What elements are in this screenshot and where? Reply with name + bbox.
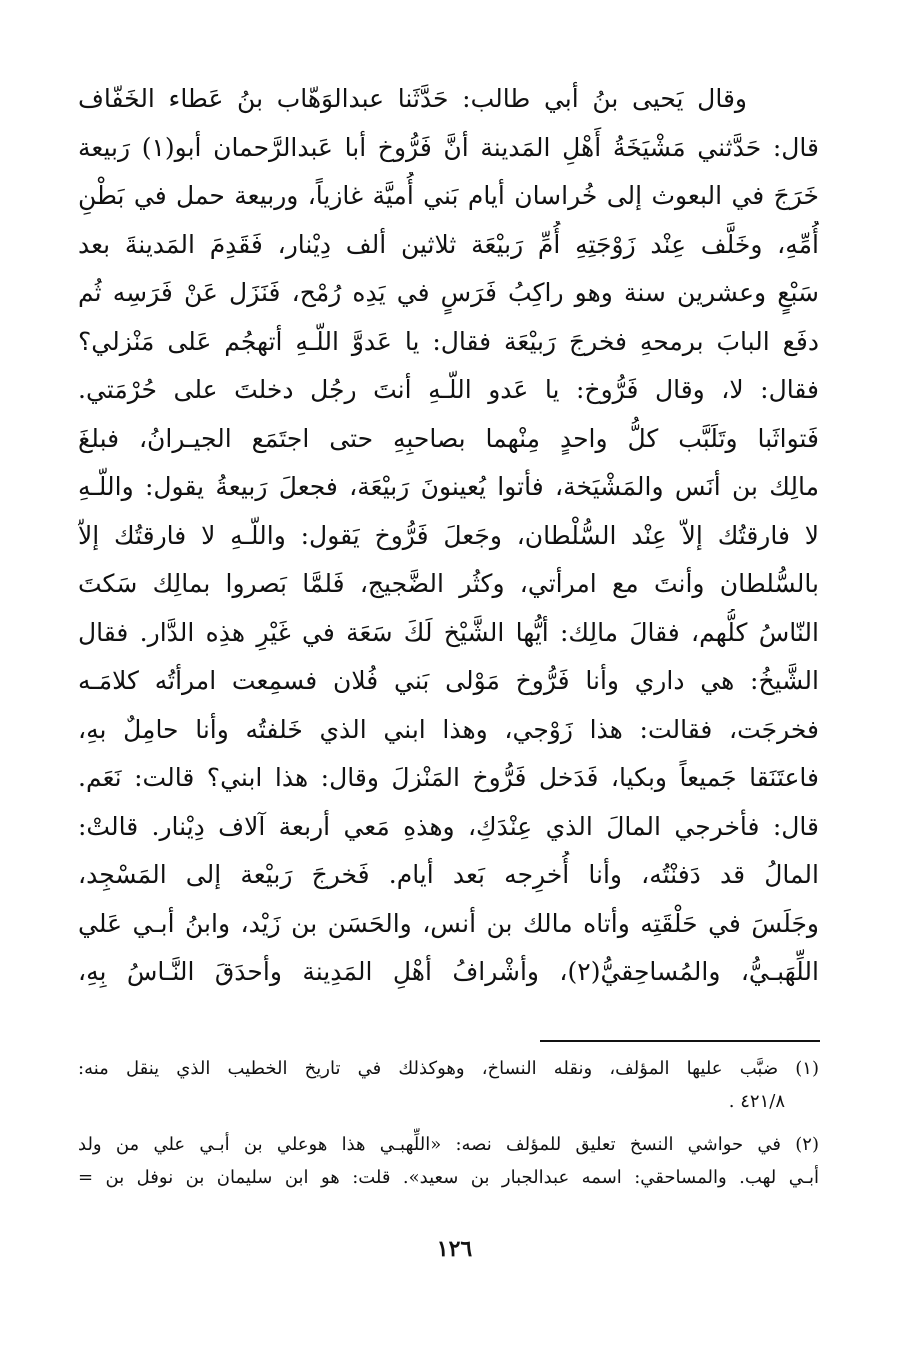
text-line: فخرجَت، فقالت: هذا زَوْجي، وهذا ابني الذي خَلفتُه وأنا حامِلٌ بهِ، bbox=[78, 714, 819, 744]
text-line: دفَع البابَ برمحهِ فخرجَ رَبيْعَة فقال: يا عَدوَّ اللّـهِ أتهجُم عَلى مَنْزلي؟ bbox=[78, 326, 819, 356]
text-line: وجَلَسَ في حَلْقَتِه وأتاه مالك بن أنس، والحَسَن بن زَيْد، وابنُ أبـي عَلي bbox=[78, 908, 819, 938]
footnotes-block bbox=[78, 1052, 819, 1194]
text-line: المالُ قد دَفنْتُه، وأنا أُخرِجه بَعد أيام. فَخرجَ رَبيْعة إلى المَسْجِد، bbox=[78, 860, 819, 889]
footnote-2-line: (٢) في حواشي النسخ تعليق للمؤلف نصه: «اللِّهبـي هذا هوعلي بن أبـي علي من ولد bbox=[78, 1134, 819, 1155]
footnote-1-line: ٤٢١/٨ . bbox=[728, 1091, 785, 1112]
text-line: خَرَجَ في البعوث إلى خُراسان أيام بَني أُميَّة غازياً، وربيعة حمل في بَطْنِ bbox=[78, 181, 819, 210]
text-line: قال: حَدَّثني مَشْيَخَةُ أَهْلِ المَدينة أنَّ فَرُّوخ أبا عَبدالرَّحمان أبو(١) رَبيعة bbox=[78, 132, 819, 162]
footnote-gap bbox=[78, 1118, 819, 1128]
footnote-1-line: (١) ضبَّب عليها المؤلف، ونقله النساخ، وهوكذلك في تاريخ الخطيب الذي ينقل منه: bbox=[78, 1058, 819, 1079]
text-line: فَتواثَبا وتَلَبَّب كلُّ واحدٍ مِنْهما بصاحبِهِ حتى اجتَمَع الجيـرانُ، فبلغَ bbox=[78, 423, 819, 453]
main-text-block bbox=[78, 75, 819, 997]
text-line: فقال: لا، وقال فَرُّوخ: يا عَدو اللّـهِ أنتَ رجُل دخلتَ على حُرْمَتي. bbox=[78, 375, 819, 404]
footnote-separator bbox=[540, 1040, 820, 1042]
text-line: أُمِّهِ، وخَلَّف عِنْد زَوْجَتِهِ أُمِّ رَبيْعَة ثلاثين ألف دِيْنار، فَقَدِمَ المَدينةَ بعد bbox=[78, 229, 819, 259]
footnote-2-line: أبـي لهب. والمساحقي: اسمه عبدالجبار بن سعيد». قلت: هو ابن سليمان بن نوفل بن = bbox=[78, 1167, 819, 1188]
text-line: قال: فأخرجي المالَ الذي عِنْدَكِ، وهذهِ مَعي أربعة آلاف دِيْنار. قالتْ: bbox=[78, 811, 819, 841]
text-line: بالسُّلطان وأنتَ مع امرأتي، وكثُر الضَّجيج، فَلمَّا بَصروا بمالِك سَكتَ bbox=[78, 569, 819, 598]
text-line: مالِك بن أنَس والمَشْيَخة، فأتوا يُعينونَ رَبيْعَة، فجعلَ رَبيعةُ يقول: واللّـهِ bbox=[78, 472, 819, 501]
text-line: سَبْعٍ وعشرين سنة وهو راكِبُ فَرَسٍ في يَدِه رُمْح، فَنَزَل عَنْ فَرَسِه ثُم bbox=[78, 278, 819, 307]
text-line: الشَّيخُ: هي داري وأنا فَرُّوخ مَوْلى بَني فُلان فسمِعت امرأتُه كلامَـه bbox=[78, 666, 819, 695]
text-line: النّاسُ كلُّهم، فقالَ مالِك: أيُّها الشَّيْخ لَكَ سَعَة في غَيْرِ هذِه الدَّار. فقال bbox=[78, 617, 819, 647]
text-line: وقال يَحيى بنُ أبي طالب: حَدَّثَنا عبدالوَهّاب بنُ عَطاء الخَفّاف bbox=[78, 84, 747, 113]
page-number: ١٢٦ bbox=[436, 1236, 473, 1262]
text-line: اللِّهَبـيُّ، والمُساحِقيُّ(٢)، وأشْرافُ أهْلِ المَدِينة وأحدَقَ النَّـاسُ بِهِ، bbox=[78, 957, 819, 986]
text-line: لا فارقتُك إلاّ عِنْد السُّلْطان، وجَعلَ فَرُّوخ يَقول: واللّـهِ لا فارقتُك إلاّ bbox=[78, 520, 819, 550]
text-line: فاعتَنَقا جَميعاً وبكيا، فَدَخل فَرُّوخ المَنْزلَ وقال: هذا ابني؟ قالت: نَعَم. bbox=[78, 763, 819, 792]
